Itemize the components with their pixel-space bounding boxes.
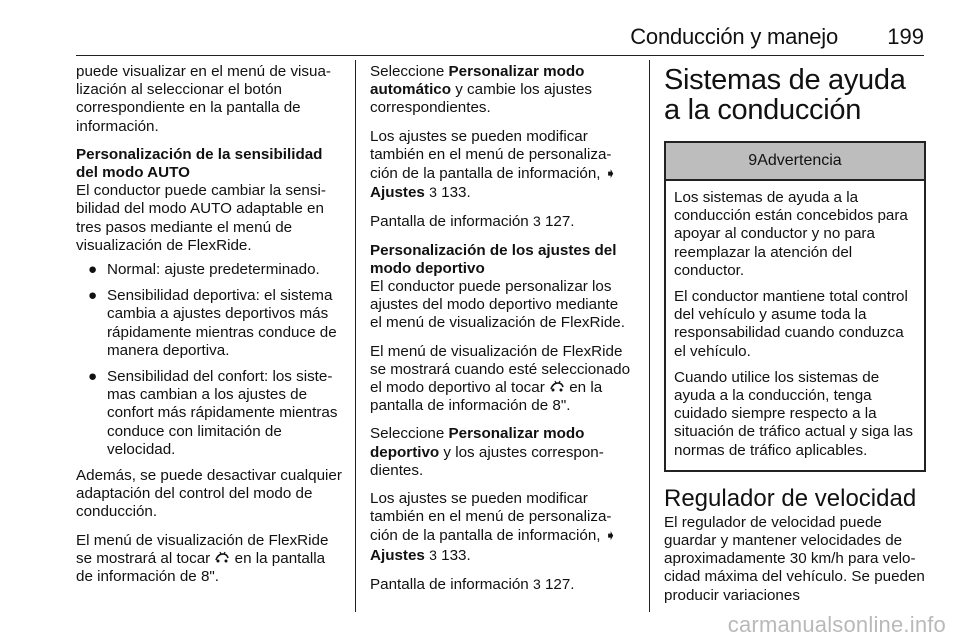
text-run: El menú de visualización de FlexRide se mostrará al tocar [76,531,329,567]
bullet-list [76,261,342,459]
menu-option-text: Personalizar modo deportivo [370,425,585,461]
paragraph [370,490,634,565]
page-reference-icon: 3 [532,575,541,592]
text-run: Los ajustes se pueden modificar también en el menú de personalización de la pantalla de información, [370,127,612,183]
menu-arrow-icon: ➧ [604,527,617,544]
paragraph: El conductor puede personalizar los ajustes del modo deportivo mediante el menú de visualización de FlexRide. [370,278,625,332]
warning-paragraph: Cuando utilice los sistemas de ayuda a la conducción, tenga cuidado siempre respecto a la situación de tráfico actual y siga las normas de tráfico aplicables. [674,368,913,459]
column-left [76,63,342,596]
list-item [76,261,342,279]
warning-paragraph: El conductor mantiene total control del vehículo y asume toda la responsabilidad cuando conduzca el vehículo. [674,288,908,360]
column-right [664,63,926,615]
list-item [76,368,342,459]
paragraph [370,128,634,203]
text-run: Pantalla de información [370,575,533,593]
warning-icon: 9 [748,152,758,169]
column-middle [370,63,634,604]
text-run: Los ajustes se pueden modificar también en el menú de personalización de la pantalla de información, [370,490,612,545]
paragraph: Además, se puede desactivar cualquier adaptación del control del modo de conducción. [76,467,342,521]
running-header-title: Conducción y manejo [630,24,838,49]
page-reference: 133. [436,184,471,202]
bullet-icon: ● [88,287,98,305]
text-run: y cambie los ajustes correspondientes. [370,81,592,117]
header-rule [76,55,924,56]
text-run: Seleccione [370,63,449,80]
subheading-sensitivity: Personalización de la sensibilidad del modo AUTO [76,145,323,182]
paragraph: El regulador de velocidad puede guardar y mantener velocidades de aproximadamente 30 km/h para velocidad máxima del vehículo. Se pueden producir variaciones [664,513,925,604]
page-reference-icon: 3 [429,184,437,201]
page-reference: 127. [540,575,575,593]
car-mode-icon [214,550,230,568]
section-title: Sistemas de ayuda a la conducción [664,64,906,126]
text-run: y los ajustes correspondientes. [370,443,604,479]
paragraph: El conductor puede cambiar la sensibilidad del modo AUTO adaptable en tres pasos mediante el menú de visualización de FlexRide. [76,182,326,254]
text-run: en la pantalla de información de 8". [370,379,603,415]
paragraph [370,343,634,416]
menu-option-text: Ajustes [370,546,425,564]
page-reference: 127. [540,213,575,231]
column-divider-1 [355,60,356,612]
subheading-sport-mode: Personalización de los ajustes del modo deportivo [370,241,617,277]
text-run: en la pantalla de información de 8". [76,549,326,586]
text-run: Seleccione [370,425,449,443]
warning-paragraph: Los sistemas de ayuda a la conducción están concebidos para apoyar al conductor y no para reemplazar la atención del conductor. [674,189,908,279]
subsection-title: Regulador de velocidad [664,484,917,512]
car-mode-icon [549,379,565,397]
warning-body [666,181,924,470]
menu-option-text: Personalizar modo automático [370,63,585,99]
text-run: El menú de visualización de FlexRide se mostrará cuando esté seleccionado el modo deportivo al tocar [370,342,631,397]
paragraph [370,63,634,118]
list-item-text: Sensibilidad deportiva: el sistema cambia a ajustes deportivos más rápidamente mientras conduce de manera deportiva. [107,287,337,359]
menu-arrow-icon: ➧ [604,165,617,182]
warning-header [666,143,924,181]
list-item-text: Normal: ajuste predeterminado. [107,261,320,279]
paragraph [76,532,342,587]
text-run: Pantalla de información [370,213,533,231]
page-header [0,0,960,60]
page-reference-icon: 3 [429,546,437,563]
page-number: 199 [887,24,924,49]
warning-label: Advertencia [757,152,842,169]
list-item [76,287,342,360]
warning-box [664,141,926,472]
page-reference-icon: 3 [532,213,541,230]
paragraph [370,212,634,231]
bullet-icon: ● [88,368,98,386]
bullet-icon: ● [88,261,98,279]
page-reference: 133. [436,546,471,564]
column-divider-2 [649,60,650,612]
menu-option-text: Ajustes [370,184,425,202]
paragraph [370,425,634,480]
watermark: carmanualsonline.info [727,612,946,637]
paragraph: puede visualizar en el menú de visualización al seleccionar el botón correspondiente en la pantalla de información. [76,63,331,135]
paragraph [370,575,634,594]
list-item-text: Sensibilidad del confort: los sistemas cambian a los ajustes de confort más rápidamente mientras conduce con limitación de velocidad. [107,368,338,458]
